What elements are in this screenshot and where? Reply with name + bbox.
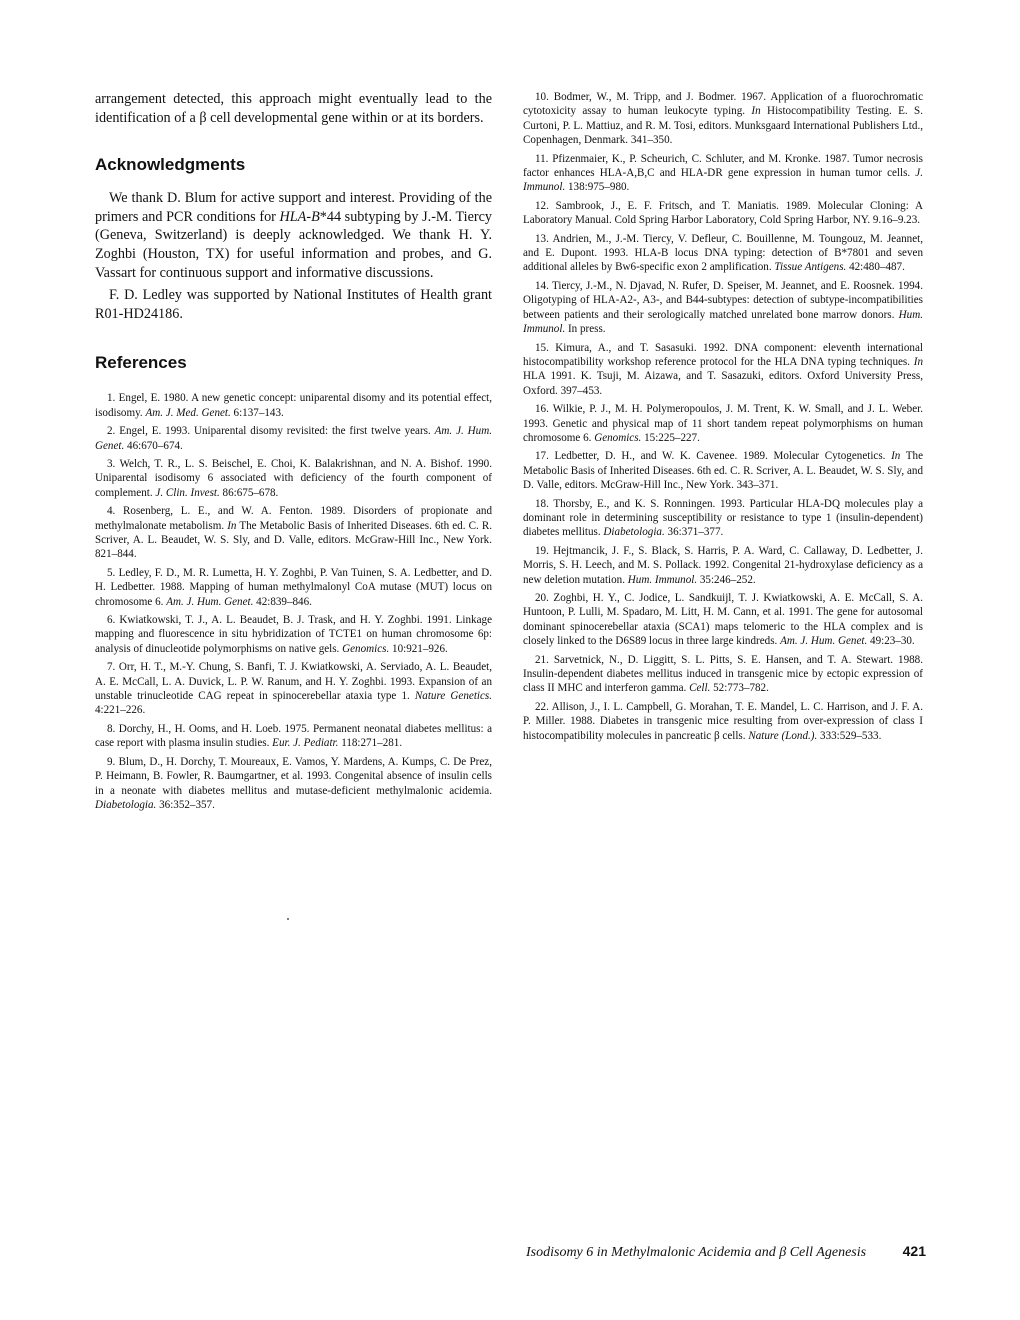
reference-text: 6. Kwiatkowski, T. J., A. L. Beaudet, B. J. Trask, and H. Y. Zoghbi. 1991. Linkage mapping and fluorescence in situ hybridization of TCTE1 on human chromosome 6p: analysis of dinucleotide polymorphisms on native gels. (95, 614, 492, 655)
reference-text: 10. Bodmer, W., M. Tripp, and J. Bodmer. 1967. Application of a fluorochromatic cytotoxicity assay to human leukocyte typing. (523, 91, 923, 118)
reference-list-left (95, 391, 492, 812)
reference-journal: Am. J. Hum. Genet. (166, 595, 254, 608)
reference-citation: 4:221–226. (95, 704, 146, 717)
page-footer (526, 1243, 926, 1261)
reference-text: 14. Tiercy, J.-M., N. Djavad, N. Rufer, D. Speiser, M. Jeannet, and E. Roosnek. 1994. Oligotyping of HLA-A2-, A3-, and B44-subtypes: detection of subtype-incompatibilities between patients and their serologically matched unrelated bone marrow donors. (523, 279, 923, 321)
reference-journal: Am. J. Hum. Genet. (780, 635, 868, 648)
reference-item (523, 402, 923, 445)
reference-item (523, 544, 923, 587)
reference-text: 20. Zoghbi, H. Y., C. Jodice, L. Sandkuijl, T. J. Kwiatkowski, A. E. McCall, S. A. Huntoon, P. Lulli, M. Spadaro, M. Litt, H. M. Cann, et al. 1991. The gene for autosomal dominant spinocerebellar ataxia (SCA1) maps telomeric to the HLA complex and is closely linked to the D6S89 locus in three large kindreds. (523, 592, 923, 648)
reference-item (95, 391, 492, 420)
reference-journal: Genomics. (594, 431, 642, 444)
reference-text: 9. Blum, D., H. Dorchy, T. Moureaux, E. Vamos, Y. Mardens, A. Kumps, C. De Prez, P. Heimann, B. Fowler, R. Baumgartner, et al. 1993. Congenital absence of insulin cells in a neonate with diabetes mellitus and mutase-deficient methylmalonic acidemia. (95, 755, 492, 797)
reference-citation: 42:480–487. (846, 261, 905, 274)
reference-item (523, 232, 923, 275)
reference-item (523, 90, 923, 148)
reference-journal: Nature (Lond.). (748, 729, 818, 742)
reference-journal: Diabetologia. (603, 526, 665, 539)
reference-journal: Eur. J. Pediatr. (272, 737, 339, 750)
reference-item (523, 653, 923, 696)
reference-text: 5. Ledley, F. D., M. R. Lumetta, H. Y. Zoghbi, P. Van Tuinen, S. A. Ledbetter, and D. H. Ledbetter. 1988. Mapping of human methylmalonyl CoA mutase (MUT) locus on chromosome 6. (95, 566, 492, 608)
reference-citation: 10:921–926. (389, 642, 448, 655)
page-number: 421 (902, 1243, 926, 1259)
reference-text: 4. Rosenberg, L. E., and W. A. Fenton. 1989. Disorders of propionate and methylmalonate metabolism. (95, 505, 492, 532)
reference-text: 16. Wilkie, P. J., M. H. Polymeropoulos, J. M. Trent, K. W. Small, and J. L. Weber. 1993. Genetic and physical map of 11 short tandem repeat polymorphisms on human chromosome 6. (523, 403, 923, 444)
reference-item (95, 424, 492, 453)
reference-journal: Cell. (689, 682, 711, 695)
reference-citation: The Metabolic Basis of Inherited Diseases. 6th ed. C. R. Scriver, A. L. Beaudet, W. S. Sly, and D. Valle, editors. McGraw-Hill Inc., New York. 343–371. (523, 450, 923, 492)
reference-citation: 15:225–227. (641, 431, 700, 444)
reference-item (523, 341, 923, 399)
reference-item (95, 457, 492, 500)
reference-text: 12. Sambrook, J., E. F. Fritsch, and T. Maniatis. 1989. Molecular Cloning: A Laboratory Manual. Cold Spring Harbor Laboratory, Cold Spring Harbor, NY. 9.16–9.23. (523, 199, 923, 227)
reference-journal: Tissue Antigens. (774, 261, 847, 274)
reference-journal: In (913, 355, 923, 368)
reference-citation: HLA 1991. K. Tsuji, M. Aizawa, and T. Sasazuki, editors. Oxford University Press, Oxford. 397–453. (523, 370, 923, 397)
reference-citation: 42:839–846. (253, 595, 312, 608)
reference-citation: In press. (565, 323, 606, 336)
right-column (523, 90, 923, 747)
acknowledgments-heading: Acknowledgments (95, 155, 246, 175)
reference-item (523, 199, 923, 228)
reference-item (95, 660, 492, 718)
scan-speck (287, 918, 289, 920)
reference-citation: 36:352–357. (156, 798, 215, 811)
reference-journal: Hum. Immunol. (523, 308, 923, 336)
reference-text: 7. Orr, H. T., M.-Y. Chung, S. Banfi, T. J. Kwiatkowski, A. Serviado, A. L. Beaudet, A. E. McCall, L. A. Duvick, L. P. W. Ranum, and H. Y. Zoghbi. 1993. Expansion of an unstable trinucleotide CAG repeat in spinocerebellar ataxia type 1. (95, 661, 492, 703)
reference-item (523, 497, 923, 540)
reference-text: 22. Allison, J., I. L. Campbell, G. Morahan, T. E. Mandel, L. C. Harrison, and J. F. A. P. Miller. 1988. Diabetes in transgenic mice resulting from over-expression of class I histocompatibility molecules in pancreatic β cells. (523, 700, 923, 742)
reference-text: 8. Dorchy, H., H. Ooms, and H. Loeb. 1975. Permanent neonatal diabetes mellitus: a case report with plasma insulin studies. (95, 722, 492, 750)
reference-text: 18. Thorsby, E., and K. S. Ronningen. 1993. Particular HLA-DQ molecules play a dominant role in determining susceptibility or resistance to type 1 (insulin-dependent) diabetes mellitus. (523, 497, 923, 539)
reference-citation: 333:529–533. (817, 729, 882, 742)
reference-text: 2. Engel, E. 1993. Uniparental disomy revisited: the first twelve years. (107, 425, 435, 438)
reference-text: 1. Engel, E. 1980. A new genetic concept: uniparental disomy and its potential effect, isodisomy. (95, 392, 492, 419)
reference-item (523, 152, 923, 195)
reference-text: 17. Ledbetter, D. H., and W. K. Cavenee. 1989. Molecular Cytogenetics. (535, 450, 892, 463)
reference-text: 13. Andrien, M., J.-M. Tiercy, V. Defleur, C. Bouillenne, M. Toungouz, M. Jeannet, and E. Dupont. 1993. HLA-B locus DNA typing: detection of B*7801 and seven additional alleles by Bw6-specific exon 2 amplification. (523, 232, 923, 274)
reference-text: 19. Hejtmancik, J. F., S. Black, S. Harris, P. A. Ward, C. Callaway, D. Ledbetter, J. Morris, S. H. Leech, and M. S. Pollack. 1992. Congenital 21-hydroxylase deficiency as a new deletion mutation. (523, 544, 923, 586)
reference-citation: 35:246–252. (697, 573, 756, 586)
reference-text: 3. Welch, T. R., L. S. Beischel, E. Choi, K. Balakrishnan, and N. A. Bishof. 1990. Uniparental isodisomy 6 associated with deficiency of the fourth component of complement. (95, 457, 492, 499)
reference-text: 21. Sarvetnick, N., D. Liggitt, S. L. Pitts, S. E. Hansen, and T. A. Stewart. 1988. Insulin-dependent diabetes mellitus induced in transgenic mice by ectopic expression of class II MHC and interferon gamma. (523, 653, 923, 695)
funding-paragraph: F. D. Ledley was supported by National Institutes of Health grant R01-HD24186. (95, 287, 492, 322)
reference-journal: J. Clin. Invest. (155, 486, 220, 499)
left-column (95, 90, 492, 816)
reference-journal: J. Immunol. (523, 167, 923, 194)
reference-text: 11. Pfizenmaier, K., P. Scheurich, C. Schluter, and M. Kronke. 1987. Tumor necrosis factor enhances HLA-A,B,C and HLA-DR gene expression in human tumor cells. (523, 152, 923, 180)
reference-item (523, 700, 923, 743)
reference-item (95, 613, 492, 656)
reference-citation: 86:675–678. (219, 486, 279, 499)
hla-gene-name: HLA-B (279, 208, 320, 225)
reference-journal: In (227, 519, 237, 532)
acknowledgments-paragraph (95, 189, 492, 282)
reference-journal: Am. J. Hum. Genet. (95, 425, 492, 452)
reference-citation: 138:975–980. (565, 181, 630, 194)
running-title: Isodisomy 6 in Methylmalonic Acidemia and β Cell Agenesis (526, 1245, 867, 1260)
reference-item (523, 279, 923, 337)
reference-citation: 6:137–143. (230, 406, 284, 419)
reference-citation: 46:670–674. (124, 439, 183, 452)
reference-journal: In (891, 450, 901, 463)
reference-citation: 52:773–782. (710, 682, 769, 695)
intro-paragraph: arrangement detected, this approach might eventually lead to the identification of a β cell developmental gene within or at its borders. (95, 91, 492, 126)
reference-item (523, 591, 923, 649)
reference-journal: Hum. Immunol. (627, 573, 698, 586)
reference-citation: 49:23–30. (867, 635, 915, 648)
reference-item (523, 449, 923, 492)
reference-journal: Diabetologia. (95, 798, 157, 811)
reference-journal: Am. J. Med. Genet. (145, 406, 231, 419)
references-heading: References (95, 353, 187, 373)
reference-citation: The Metabolic Basis of Inherited Diseases. 6th ed. C. R. Scriver, A. L. Beaudet, W. S. Sly, and D. Valle, editors. McGraw-Hill Inc., New York. 821–844. (95, 519, 492, 561)
reference-list-right (523, 90, 923, 743)
reference-citation: 118:271–281. (338, 737, 403, 750)
acknowledgments-text-2: *44 subtyping by J.-M. Tiercy (Geneva, Switzerland) is deeply acknowledged. We thank H. Y. Zoghbi (Houston, TX) for useful information and probes, and G. Vassart for continuous support and informative discussions. (95, 208, 493, 281)
reference-citation: 36:371–377. (664, 526, 724, 539)
reference-item (95, 722, 492, 751)
reference-journal: Nature Genetics. (414, 690, 492, 703)
reference-citation: Histocompatibility Testing. E. S. Curtoni, P. L. Mattiuz, and R. M. Tosi, editors. Munksgaard International Publishers Ltd., Copenhagen, Denmark. 341–350. (523, 105, 923, 147)
reference-item (95, 566, 492, 609)
reference-item (95, 504, 492, 562)
reference-text: 15. Kimura, A., and T. Sasasuki. 1992. DNA component: eleventh international histocompatibility workshop reference protocol for the HLA DNA typing techniques. (523, 341, 923, 368)
reference-journal: In (751, 105, 761, 118)
reference-item (95, 755, 492, 813)
acknowledgments-text-1: We thank D. Blum for active support and interest. Providing of the primers and PCR conditions for (95, 190, 492, 225)
reference-journal: Genomics. (342, 642, 390, 655)
